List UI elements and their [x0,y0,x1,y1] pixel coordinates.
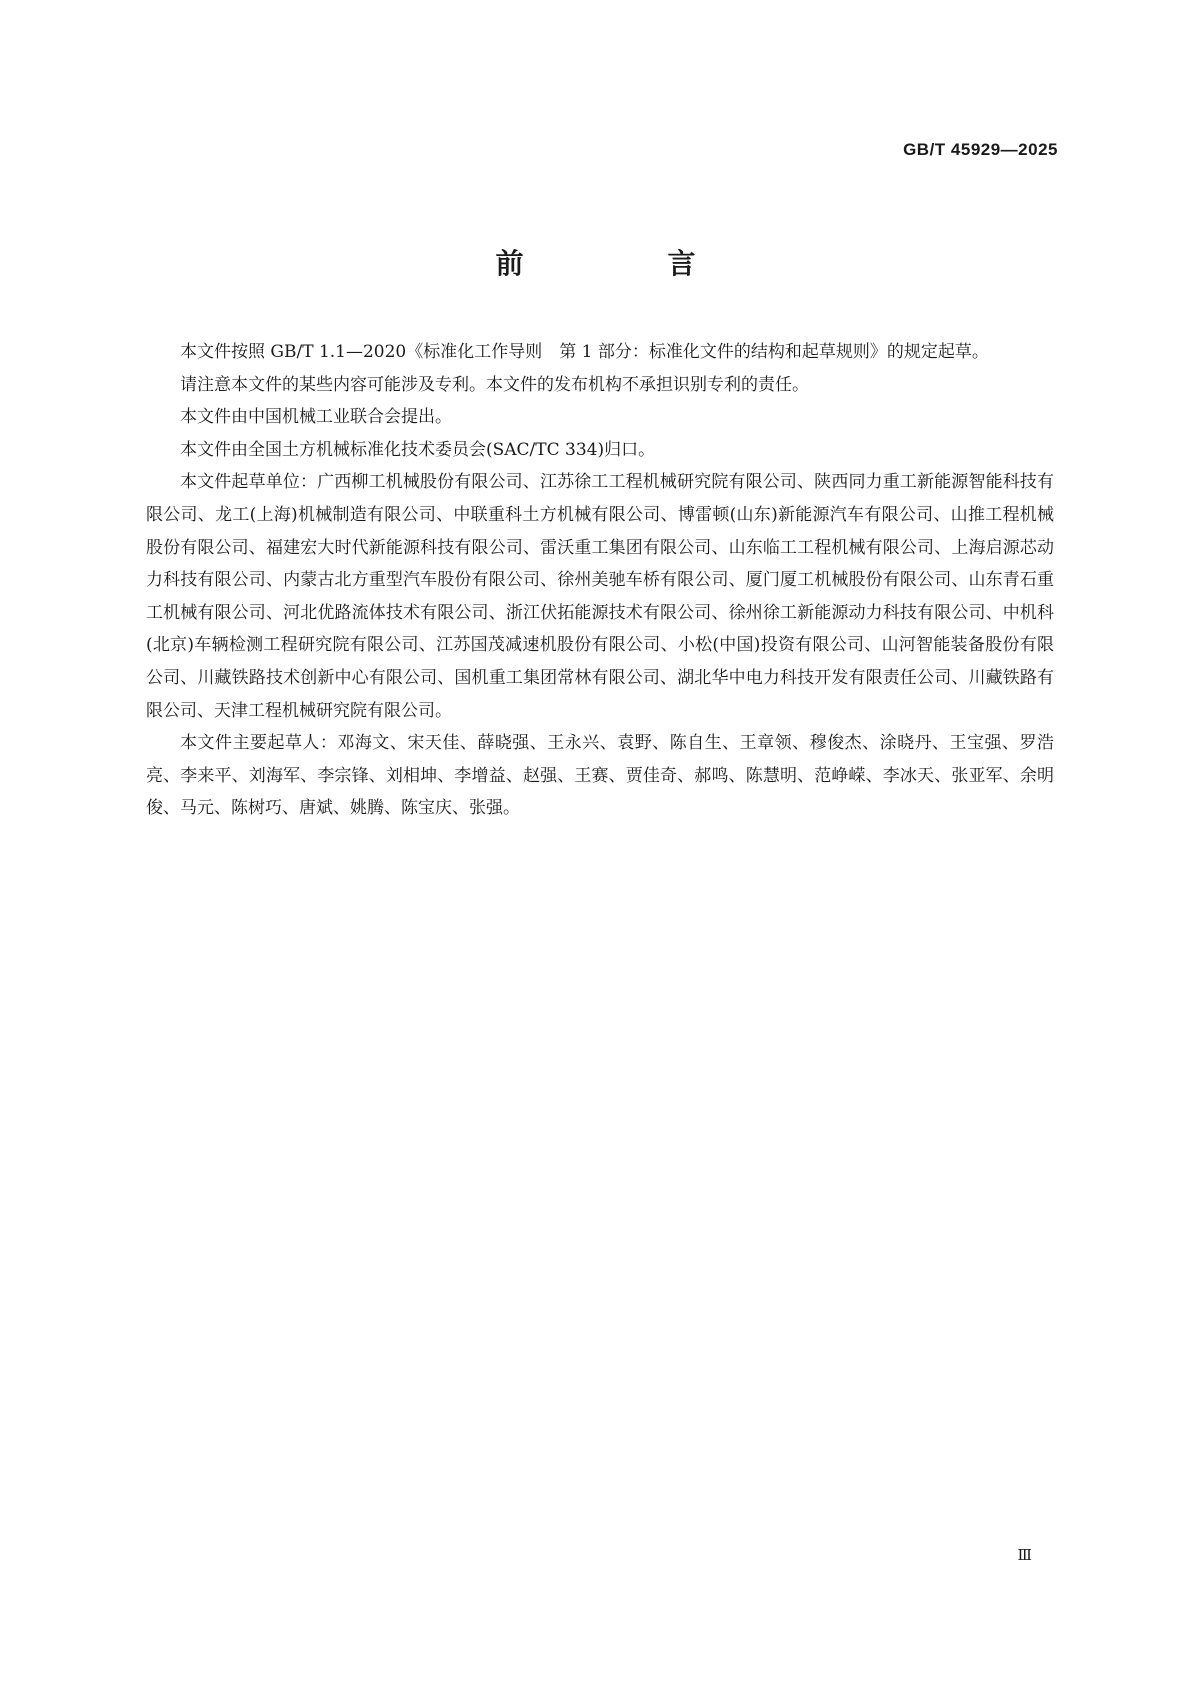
page-title: 前 言 [495,247,754,280]
preface-body [146,336,1054,825]
paragraph-drafting-organizations: 本文件起草单位：广西柳工机械股份有限公司、江苏徐工工程机械研究院有限公司、陕西同力重工新能源智能科技有限公司、龙工(上海)机械制造有限公司、中联重科土方机械有限公司、博雷顿(山东)新能源汽车有限公司、山推工程机械股份有限公司、福建宏大时代新能源科技有限公司、雷沃重工集团有限公司、山东临工工程机械有限公司、上海启源芯动力科技有限公司、内蒙古北方重型汽车股份有限公司、徐州美驰车桥有限公司、厦门厦工机械股份有限公司、山东青石重工机械有限公司、河北优路流体技术有限公司、浙江伏拓能源技术有限公司、徐州徐工新能源动力科技有限公司、中机科(北京)车辆检测工程研究院有限公司、江苏国茂减速机股份有限公司、小松(中国)投资有限公司、山河智能装备股份有限公司、川藏铁路技术创新中心有限公司、国机重工集团常林有限公司、湖北华中电力科技开发有限责任公司、川藏铁路有限公司、天津工程机械研究院有限公司。 [146,472,1054,721]
paragraph-drafting-rules: 本文件按照 GB/T 1.1—2020《标准化工作导则 第 1 部分：标准化文件的结构和起草规则》的规定起草。 [180,342,989,362]
standard-code: GB/T 45929—2025 [903,140,1058,159]
paragraph-patent-notice: 请注意本文件的某些内容可能涉及专利。本文件的发布机构不承担识别专利的责任。 [180,374,809,395]
paragraph-proposer: 本文件由中国机械工业联合会提出。 [180,407,452,428]
page-number: Ⅲ [1017,1546,1033,1564]
paragraph-technical-committee: 本文件由全国土方机械标准化技术委员会(SAC/TC 334)归口。 [180,439,656,460]
paragraph-drafters: 本文件主要起草人：邓海文、宋天佳、薛晓强、王永兴、袁野、陈自生、王章领、穆俊杰、涂晓丹、王宝强、罗浩亮、李来平、刘海军、李宗锋、刘相坤、李增益、赵强、王赛、贾佳奇、郝鸣、陈慧明、范峥嵘、李冰天、张亚军、余明俊、马元、陈树巧、唐斌、姚腾、陈宝庆、张强。 [146,733,1054,819]
